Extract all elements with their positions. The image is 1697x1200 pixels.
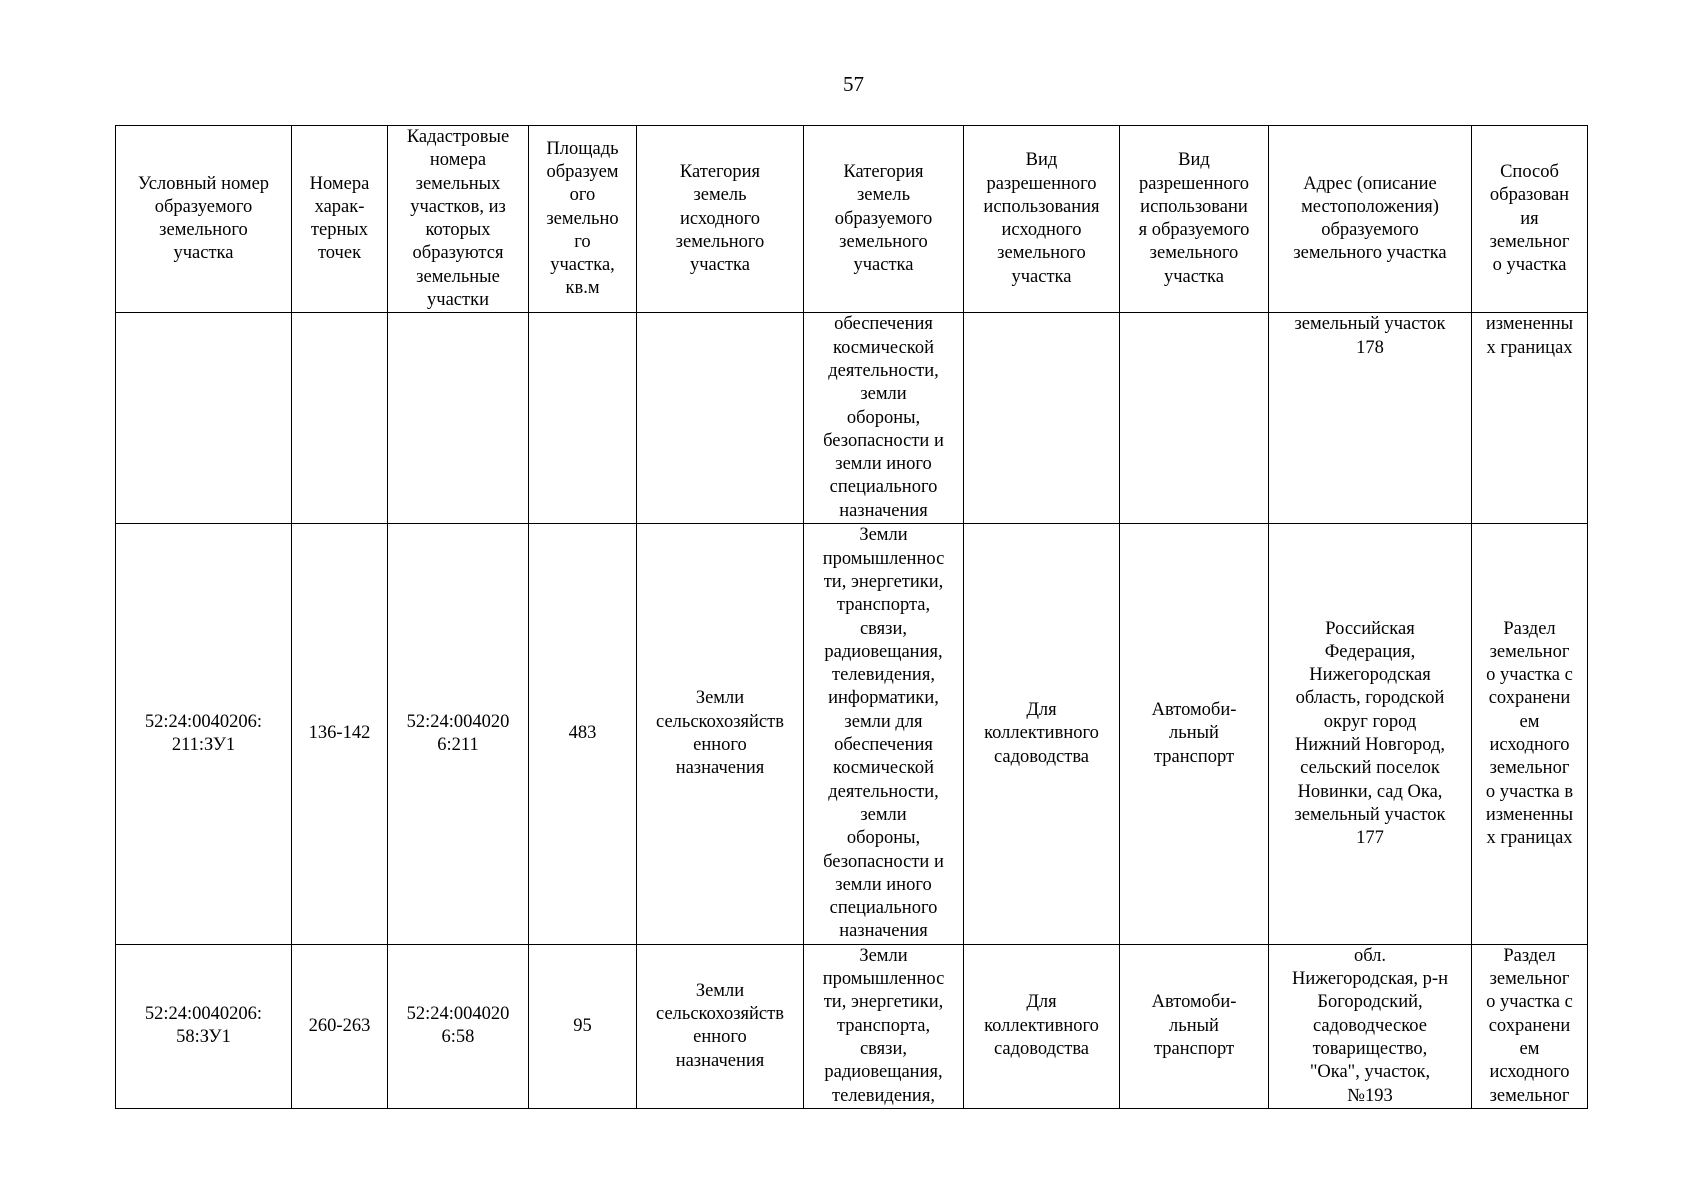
header-new-category: Категория земель образуемого земельного участка	[804, 126, 964, 313]
cell-area: 95	[529, 944, 637, 1108]
cell-new-use: Автомоби- льный транспорт	[1120, 524, 1269, 944]
cell-plot-number: 52:24:0040206: 211:ЗУ1	[116, 524, 292, 944]
cell-plot-number	[116, 313, 292, 524]
table-row	[116, 944, 1588, 1108]
cell-new-category: обеспечения космической деятельности, земли обороны, безопасности и земли иного специального назначения	[804, 313, 964, 524]
table-row	[116, 524, 1588, 944]
cell-points: 136-142	[292, 524, 388, 944]
cell-source-cadastral: 52:24:004020 6:58	[388, 944, 529, 1108]
header-address: Адрес (описание местоположения) образуемого земельного участка	[1269, 126, 1472, 313]
header-source-category: Категория земель исходного земельного участка	[637, 126, 804, 313]
header-area: Площадь образуем ого земельно го участка, кв.м	[529, 126, 637, 313]
cell-address: земельный участок 178	[1269, 313, 1472, 524]
cell-source-use: Для коллективного садоводства	[964, 524, 1120, 944]
cell-source-category	[637, 313, 804, 524]
cell-points	[292, 313, 388, 524]
cell-method: измененны х границах	[1472, 313, 1588, 524]
cell-address: обл. Нижегородская, р-н Богородский, садоводческое товарищество, "Ока", участок, №193	[1269, 944, 1472, 1108]
cell-new-category: Земли промышленнос ти, энергетики, транспорта, связи, радиовещания, телевидения,	[804, 944, 964, 1108]
cell-area: 483	[529, 524, 637, 944]
cell-source-cadastral: 52:24:004020 6:211	[388, 524, 529, 944]
cell-new-use	[1120, 313, 1269, 524]
cell-plot-number: 52:24:0040206: 58:ЗУ1	[116, 944, 292, 1108]
cell-source-category: Земли сельскохозяйств енного назначения	[637, 524, 804, 944]
cell-source-category: Земли сельскохозяйств енного назначения	[637, 944, 804, 1108]
cell-source-use: Для коллективного садоводства	[964, 944, 1120, 1108]
header-source-use: Вид разрешенного использования исходного земельного участка	[964, 126, 1120, 313]
header-method: Способ образован ия земельног о участка	[1472, 126, 1588, 313]
cell-new-category: Земли промышленнос ти, энергетики, транспорта, связи, радиовещания, телевидения, информатики, земли для обеспечения космической деятельности, земли обороны, безопасности и земли иного специального назначения	[804, 524, 964, 944]
header-source-cadastral: Кадастровые номера земельных участков, из которых образуются земельные участки	[388, 126, 529, 313]
cell-method: Раздел земельног о участка с сохранени ем исходного земельног о участка в измененны х границах	[1472, 524, 1588, 944]
cell-new-use: Автомоби- льный транспорт	[1120, 944, 1269, 1108]
table-header-row	[116, 126, 1588, 313]
header-plot-number: Условный номер образуемого земельного участка	[116, 126, 292, 313]
page-number: 57	[843, 72, 864, 96]
land-plots-table	[115, 125, 1588, 1109]
header-points: Номера харак- терных точек	[292, 126, 388, 313]
cell-address: Российская Федерация, Нижегородская область, городской округ город Нижний Новгород, сельский поселок Новинки, сад Ока, земельный участок 177	[1269, 524, 1472, 944]
cell-points: 260-263	[292, 944, 388, 1108]
cell-source-cadastral	[388, 313, 529, 524]
cell-source-use	[964, 313, 1120, 524]
cell-area	[529, 313, 637, 524]
header-new-use: Вид разрешенного использовани я образуемого земельного участка	[1120, 126, 1269, 313]
cell-method: Раздел земельног о участка с сохранени ем исходного земельног	[1472, 944, 1588, 1108]
table-row	[116, 313, 1588, 524]
